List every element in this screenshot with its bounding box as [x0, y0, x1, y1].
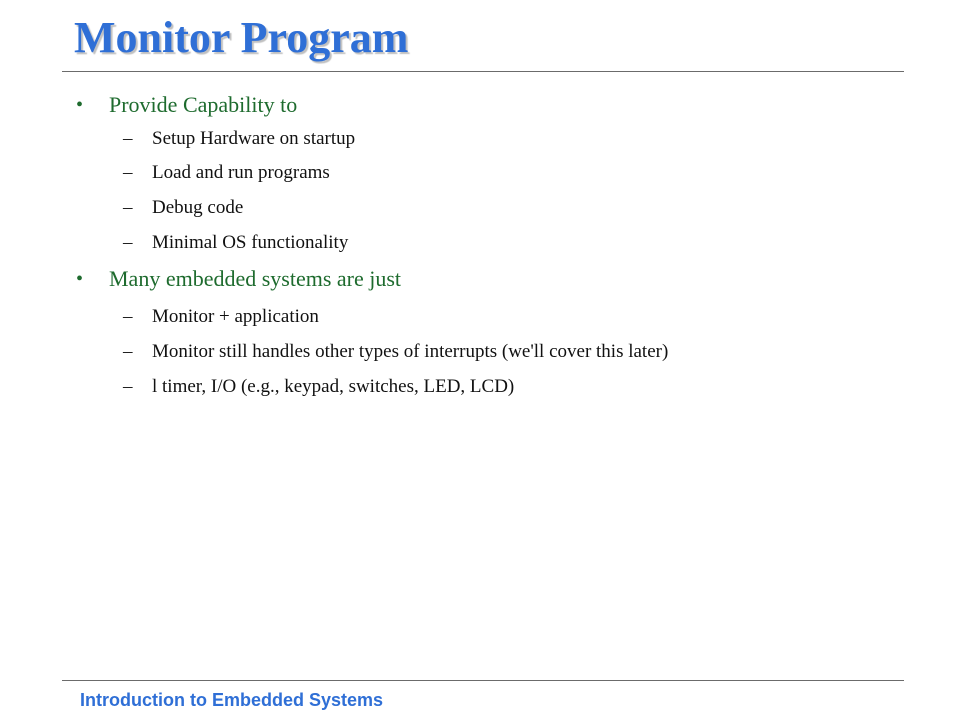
bullet-text: Provide Capability to [109, 92, 298, 117]
sub-item-text: l timer, I/O (e.g., keypad, switches, LED, LCD) [152, 376, 515, 397]
sub-item-text: Monitor + application [152, 306, 319, 327]
sub-item-text: Debug code [152, 197, 244, 218]
dash-icon: – [123, 162, 133, 183]
dash-icon: – [123, 341, 133, 362]
bullet-icon: • [76, 94, 84, 116]
bullet-text: Many embedded systems are just [109, 266, 402, 291]
dash-icon: – [123, 197, 133, 218]
dash-icon: – [123, 232, 133, 253]
title-divider [62, 71, 904, 72]
sub-item-text: Minimal OS functionality [152, 232, 349, 253]
footer-text: Introduction to Embedded Systems [80, 690, 384, 710]
dash-icon: – [123, 306, 133, 327]
dash-icon: – [123, 128, 133, 149]
sub-item-text: Monitor still handles other types of interrupts (we'll cover this later) [152, 341, 669, 362]
footer-divider [62, 680, 904, 681]
slide-title: Monitor Program [74, 13, 409, 62]
bullet-icon: • [76, 268, 84, 290]
sub-item-text: Load and run programs [152, 162, 330, 183]
dash-icon: – [123, 376, 133, 397]
sub-item-text: Setup Hardware on startup [152, 128, 356, 149]
